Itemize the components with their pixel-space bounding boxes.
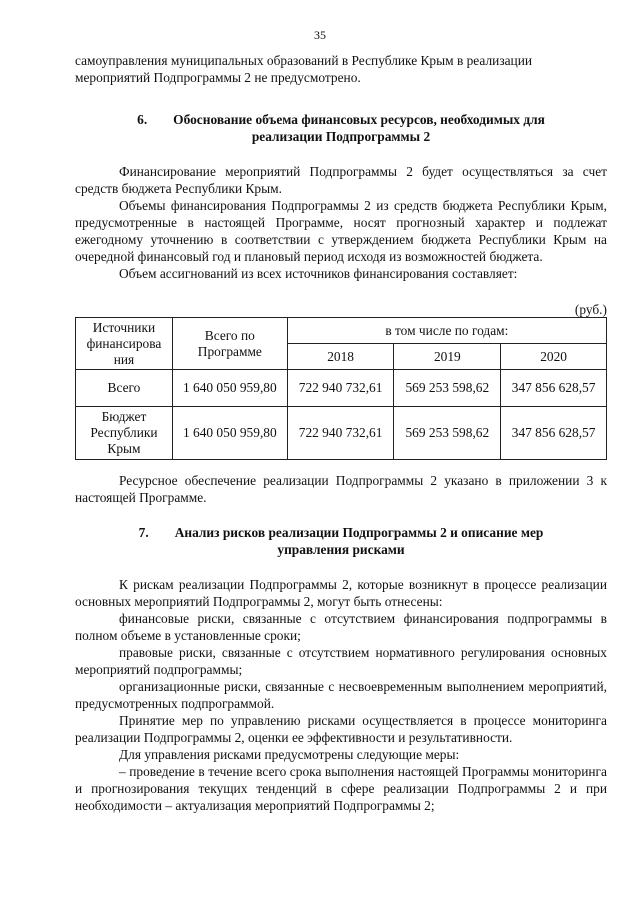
section-7-paragraph: Для управления рисками предусмотрены следующие меры: [119,747,460,762]
header-year-2020: 2020 [501,344,607,370]
section-7-body [75,576,607,814]
section-7-paragraph: финансовые риски, связанные с отсутствием финансирования подпрограммы в полном объеме в установленные сроки; [75,611,607,643]
section-6-paragraph-3: Объем ассигнований из всех источников финансирования составляет: [119,266,518,281]
intro-line-2: мероприятий Подпрограммы 2 не предусмотрено. [75,70,361,85]
section-6-title-line-1: Обоснование объема финансовых ресурсов, необходимых для [173,112,545,127]
row-budget-source: Бюджет Республики Крым [76,407,173,460]
table-row [76,407,607,460]
section-6-number: 6. [137,112,148,127]
financing-table [75,317,607,460]
section-7-paragraph: правовые риски, связанные с отсутствием нормативного регулирования основных мероприятий подпрограммы; [75,645,607,677]
header-source: Источники финансирова ния [76,318,173,370]
row-budget-amount: 1 640 050 959,80 [172,407,287,460]
section-7-paragraph: организационные риски, связанные с несвоевременным выполнением мероприятий, предусмотренных подпрограммой. [75,679,607,711]
section-7-paragraph: К рискам реализации Подпрограммы 2, которые возникнут в процессе реализации основных мероприятий Подпрограммы 2, могут быть отнесены: [75,577,607,609]
section-7-number: 7. [138,525,149,540]
page-number: 35 [314,28,326,42]
section-7-paragraph: – проведение в течение всего срока выполнения настоящей Программы мониторинга и прогнозирования текущих тенденций в сфере реализации Подпрограммы 2 и при необходимости – актуализация мероприятий Подпрограммы 2; [75,764,607,813]
section-7-paragraph: Принятие мер по управлению рисками осуществляется в процессе мониторинга реализации Подпрограммы 2, оценки ее эффективности и результативности. [75,713,607,745]
section-7-title-line-2: управления рисками [277,542,405,557]
row-total-amount: 1 640 050 959,80 [172,370,287,407]
header-total: Всего по Программе [172,318,287,370]
intro-line-1: самоуправления муниципальных образований в Республике Крым в реализации [75,53,533,68]
row-budget-2018: 722 940 732,61 [287,407,394,460]
section-7-heading [75,524,607,558]
section-6-paragraph-4: Ресурсное обеспечение реализации Подпрограммы 2 указано в приложении 3 к настоящей Программе. [75,473,607,505]
section-6-title-line-2: реализации Подпрограммы 2 [251,129,431,144]
table-header-row-1 [76,318,607,344]
section-6-heading [75,111,607,145]
table-row [76,370,607,407]
row-total-2020: 347 856 628,57 [501,370,607,407]
section-6-paragraph-1: Финансирование мероприятий Подпрограммы 2 будет осуществляться за счет средств бюджета Республики Крым. [75,164,607,196]
row-total-2018: 722 940 732,61 [287,370,394,407]
header-years-group: в том числе по годам: [287,318,606,344]
row-budget-2019: 569 253 598,62 [394,407,501,460]
section-6-closing [75,472,607,506]
section-6-body [75,163,607,282]
row-total-source: Всего [76,370,173,407]
row-budget-2020: 347 856 628,57 [501,407,607,460]
section-7-title-line-1: Анализ рисков реализации Подпрограммы 2 и описание мер [174,525,544,540]
row-total-2019: 569 253 598,62 [394,370,501,407]
intro-text [75,52,607,86]
section-6-paragraph-2: Объемы финансирования Подпрограммы 2 из средств бюджета Республики Крым, предусмотренные в настоящей Программе, носят прогнозный характер и подлежат ежегодному уточнению в соответствии с утверждением бюджета Республики Крым на очередной финансовый год и плановый период исходя из возможностей бюджета. [75,198,607,264]
currency-unit: (руб.) [574,302,607,317]
header-year-2018: 2018 [287,344,394,370]
header-year-2019: 2019 [394,344,501,370]
